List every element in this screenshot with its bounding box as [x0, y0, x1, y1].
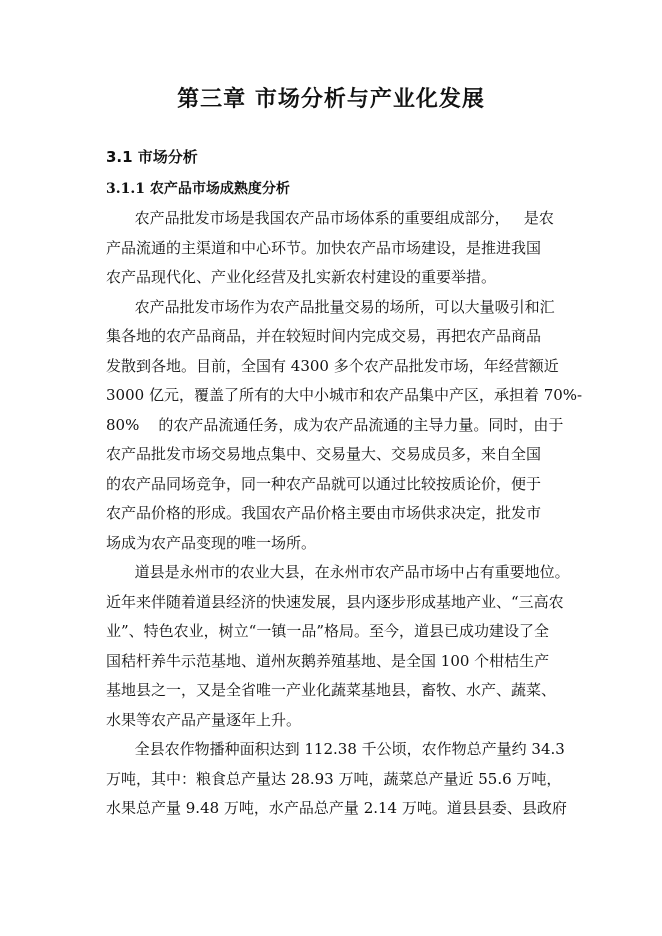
- text-line: 集各地的农产品商品，并在较短时间内完成交易，再把农产品商品: [106, 327, 542, 345]
- text-line: 全县农作物播种面积达到 112.38 千公顷，农作物总产量约 34.3: [106, 740, 565, 758]
- text-line: 农产品批发市场是我国农产品市场体系的重要组成部分， 是农: [106, 209, 554, 227]
- body-text: [106, 204, 583, 824]
- text-line: 基地县之一，又是全省唯一产业化蔬菜基地县，畜牧、水产、蔬菜、: [106, 681, 557, 699]
- text-line: 3000 亿元，覆盖了所有的大中小城市和农产品集中产区，承担着 70%-: [106, 386, 583, 404]
- text-line: 农产品批发市场交易地点集中、交易量大、交易成员多，来自全国: [106, 445, 542, 463]
- text-line: 业”、特色农业，树立“一镇一品”格局。至今，道县已成功建设了全: [106, 622, 550, 640]
- text-line: 国秸杆养牛示范基地、道州灰鹅养殖基地、是全国 100 个柑桔生产: [106, 651, 550, 670]
- text-line: 产品流通的主渠道和中心环节。加快农产品市场建设，是推进我国: [106, 238, 542, 257]
- text-line: 水果等农产品产量逐年上升。: [106, 710, 302, 729]
- text-line: 80% 的农产品流通任务，成为农产品流通的主导力量。同时，由于: [106, 415, 564, 434]
- subsection-title: 3.1.1 农产品市场成熟度分析: [106, 181, 290, 197]
- text-line: 万吨，其中：粮食总产量达 28.93 万吨，蔬菜总产量近 55.6 万吨，: [106, 769, 562, 788]
- chapter-title: 第三章 市场分析与产业化发展: [177, 87, 485, 112]
- text-line: 农产品价格的形成。我国农产品价格主要由市场供求决定，批发市: [106, 504, 542, 522]
- section-title: 3.1 市场分析: [106, 148, 198, 166]
- text-line: 道县是永州市的农业大县，在永州市农产品市场中占有重要地位。: [106, 563, 570, 581]
- text-line: 农产品现代化、产业化经营及扎实新农村建设的重要举措。: [106, 268, 497, 286]
- text-line: 水果总产量 9.48 万吨，水产品总产量 2.14 万吨。道县县委、县政府: [106, 799, 567, 817]
- text-line: 的农产品同场竞争，同一种农产品就可以通过比较按质论价，便于: [106, 474, 542, 493]
- text-line: 农产品批发市场作为农产品批量交易的场所，可以大量吸引和汇: [106, 297, 555, 316]
- text-line: 近年来伴随着道县经济的快速发展，县内逐步形成基地产业、“三高农: [106, 592, 564, 611]
- text-line: 发散到各地。目前，全国有 4300 多个农产品批发市场，年经营额近: [106, 356, 559, 375]
- text-line: 场成为农产品变现的唯一场所。: [106, 533, 317, 552]
